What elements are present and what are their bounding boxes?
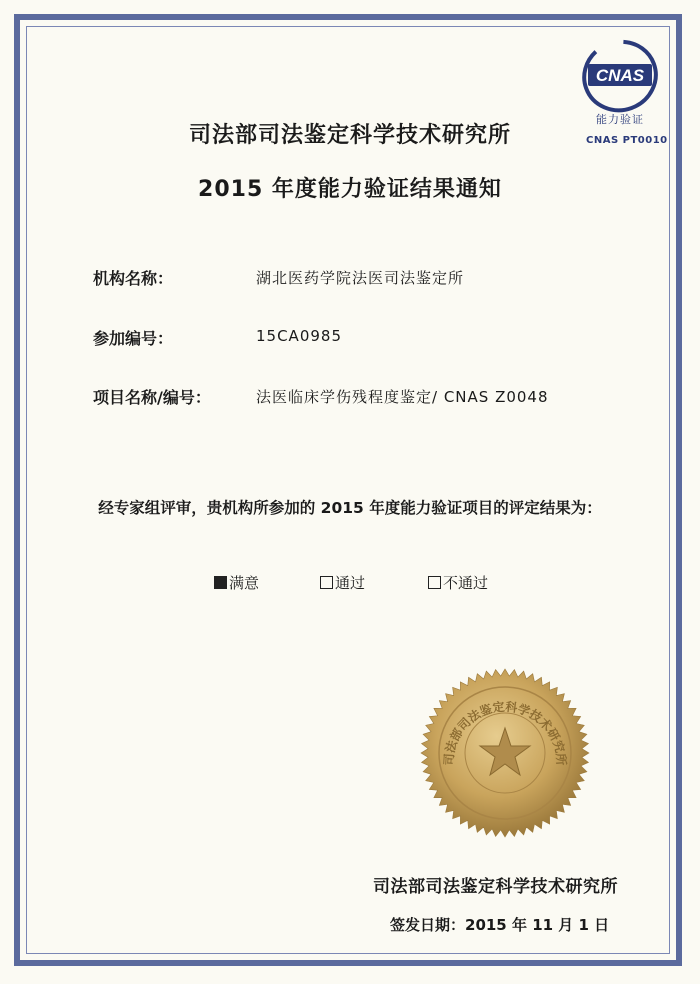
option-pass [320, 572, 365, 593]
option-fail-label: 不通过 [443, 574, 489, 592]
embossed-seal [420, 668, 590, 838]
empty-box-icon [320, 576, 333, 589]
option-pass-label: 通过 [335, 574, 366, 592]
checked-box-icon [214, 576, 227, 589]
option-satisfactory [214, 572, 259, 593]
cnas-label: 能力验证 [596, 113, 644, 126]
cnas-logo-text: CNAS [595, 66, 645, 85]
option-fail [428, 572, 488, 593]
project-name-value: 法医临床学伤残程度鉴定/ CNAS Z0048 [256, 388, 549, 406]
notice-title: 2015 年度能力验证结果通知 [198, 177, 502, 202]
cnas-code: CNAS PT0010 [586, 135, 668, 146]
option-satisfactory-label: 满意 [229, 574, 260, 592]
project-name-label: 项目名称/编号： [93, 388, 211, 407]
participant-id-value: 15CA0985 [256, 327, 342, 345]
institute-title: 司法部司法鉴定科学技术研究所 [188, 123, 511, 148]
evaluation-statement: 经专家组评审，贵机构所参加的 2015 年度能力验证项目的评定结果为： [98, 499, 602, 517]
issue-date: 签发日期：2015 年 11 月 1 日 [390, 916, 610, 934]
seal-text: 司法部司法鉴定科学技术研究所 [441, 699, 569, 766]
issuer-name: 司法部司法鉴定科学技术研究所 [373, 877, 618, 897]
org-name-value: 湖北医药学院法医司法鉴定所 [256, 269, 465, 287]
cnas-logo [580, 36, 660, 116]
empty-box-icon [428, 576, 441, 589]
org-name-label: 机构名称： [93, 269, 174, 288]
participant-id-label: 参加编号： [93, 329, 174, 348]
